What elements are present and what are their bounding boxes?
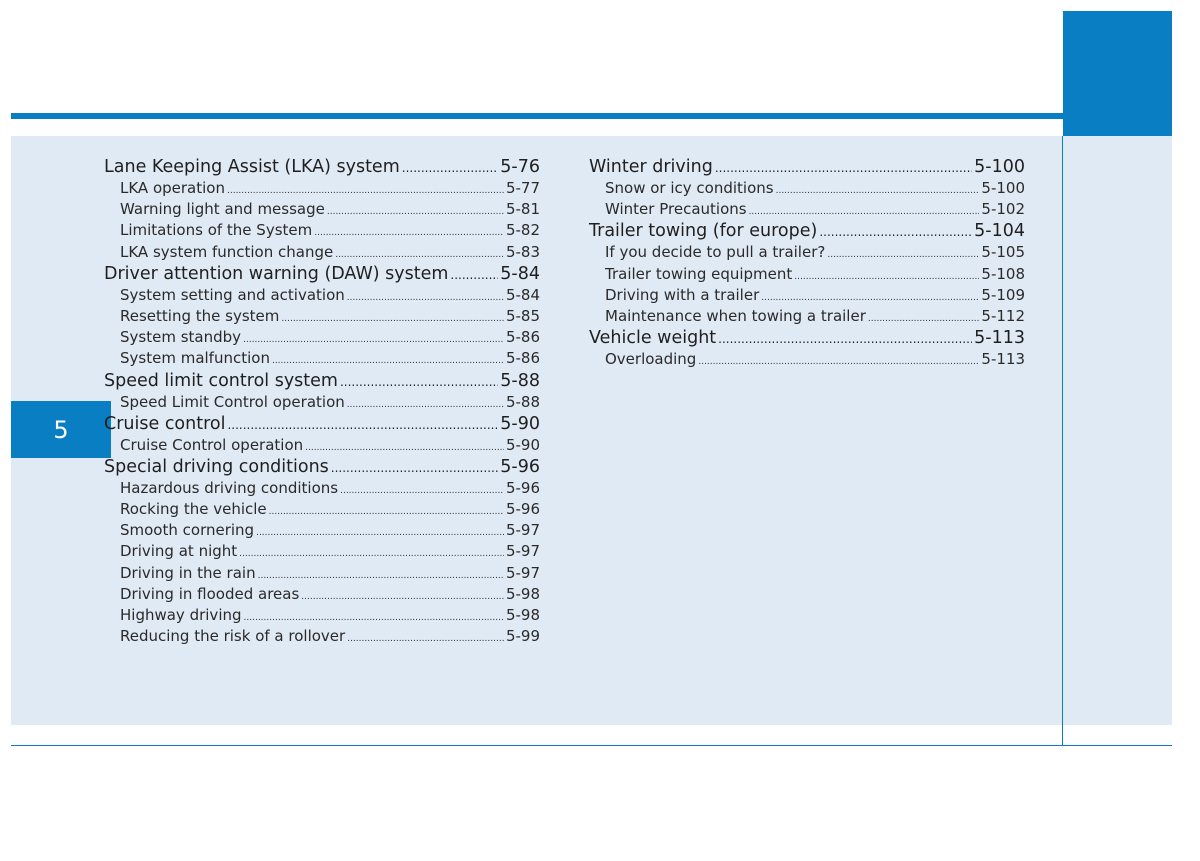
toc-entry-title: Reducing the risk of a rollover: [120, 627, 346, 646]
toc-entry-page: 5-86: [505, 349, 540, 368]
dot-leader: [340, 371, 498, 393]
toc-subsection-entry[interactable]: [104, 499, 540, 520]
toc-subsection-entry[interactable]: [104, 626, 540, 647]
toc-entry-title: Driving in flooded areas: [120, 584, 300, 603]
dot-leader: [347, 629, 504, 650]
toc-subsection-entry[interactable]: [104, 220, 540, 241]
toc-subsection-entry[interactable]: [589, 306, 1025, 327]
toc-entry-title: Smooth cornering: [120, 521, 255, 540]
toc-entry-title: Snow or icy conditions: [605, 179, 774, 197]
toc-entry-title: System standby: [120, 328, 242, 347]
header-rule: [11, 113, 1063, 119]
toc-entry-title: Rocking the vehicle: [120, 500, 267, 519]
toc-subsection-entry[interactable]: [104, 306, 540, 327]
toc-entry-page: 5-99: [505, 627, 540, 646]
toc-subsection-entry[interactable]: [589, 285, 1025, 306]
dot-leader: [347, 288, 504, 309]
toc-entry-title: Speed Limit Control operation: [120, 392, 345, 411]
toc-entry-page: 5-96: [505, 500, 540, 519]
toc-entry-title: Cruise control: [104, 413, 226, 434]
toc-entry-title: Hazardous driving conditions: [120, 478, 339, 497]
toc-entry-title: Driving in the rain: [120, 563, 256, 582]
dot-leader: [718, 328, 972, 350]
toc-subsection-entry[interactable]: [589, 178, 1025, 199]
dot-leader: [269, 502, 504, 523]
toc-entry-title: Trailer towing (for europe): [589, 221, 818, 242]
toc-entry-page: 5-97: [505, 521, 540, 540]
toc-entry-page: 5-85: [505, 306, 540, 325]
toc-entry-page: 5-96: [505, 478, 540, 497]
toc-entry-page: 5-88: [505, 392, 540, 411]
dot-leader: [402, 157, 499, 179]
toc-section-entry[interactable]: [104, 456, 540, 478]
toc-entry-title: Trailer towing equipment: [605, 264, 793, 283]
footer-rule: [11, 745, 1172, 746]
toc-entry-title: Winter Precautions: [605, 200, 747, 219]
toc-subsection-entry[interactable]: [589, 199, 1025, 220]
toc-entry-page: 5-86: [505, 328, 540, 347]
toc-subsection-entry[interactable]: [104, 520, 540, 541]
toc-section-entry[interactable]: [589, 156, 1025, 178]
toc-subsection-entry[interactable]: [104, 178, 540, 199]
chapter-tab[interactable]: 5: [11, 401, 111, 458]
toc-entry-title: LKA system function change: [120, 242, 334, 261]
toc-entry-page: 5-81: [505, 200, 540, 219]
dot-leader: [819, 221, 972, 243]
toc-subsection-entry[interactable]: [589, 264, 1025, 285]
toc-subsection-entry[interactable]: [104, 242, 540, 263]
dot-leader: [239, 544, 504, 565]
toc-entry-page: 5-113: [981, 350, 1025, 369]
chapter-corner-block: [1063, 11, 1172, 136]
toc-subsection-entry[interactable]: [104, 563, 540, 584]
toc-entry-page: 5-84: [505, 285, 540, 304]
toc-entry-title: Cruise Control operation: [120, 435, 304, 454]
toc-entry-title: Driver attention warning (DAW) system: [104, 263, 449, 284]
toc-subsection-entry[interactable]: [104, 392, 540, 413]
toc-entry-title: Maintenance when towing a trailer: [605, 306, 866, 325]
toc-subsection-entry[interactable]: [589, 349, 1025, 370]
dot-leader: [340, 481, 504, 502]
dot-leader: [314, 223, 504, 244]
toc-entry-title: Driving at night: [120, 542, 238, 561]
toc-entry-page: 5-104: [974, 221, 1025, 242]
toc-subsection-entry[interactable]: [104, 584, 540, 605]
toc-entry-title: System setting and activation: [120, 285, 345, 304]
dot-leader: [450, 264, 498, 286]
dot-leader: [327, 202, 504, 223]
toc-entry-title: Speed limit control system: [104, 370, 338, 391]
toc-entry-title: Highway driving: [120, 606, 242, 624]
dot-leader: [715, 157, 972, 179]
toc-subsection-entry[interactable]: [104, 199, 540, 220]
toc-subsection-entry[interactable]: [104, 285, 540, 306]
toc-entry-page: 5-90: [505, 435, 540, 454]
toc-subsection-entry[interactable]: [589, 242, 1025, 263]
toc-entry-page: 5-84: [500, 263, 540, 284]
toc-entry-title: Limitations of the System: [120, 221, 313, 240]
toc-entry-page: 5-112: [981, 306, 1025, 325]
toc-entry-page: 5-76: [500, 157, 540, 177]
toc-right-column: [589, 156, 1025, 370]
dot-leader: [227, 414, 498, 436]
toc-entry-page: 5-102: [981, 200, 1025, 219]
toc-subsection-entry[interactable]: [104, 348, 540, 369]
dot-leader: [305, 438, 504, 459]
toc-section-entry[interactable]: [589, 220, 1025, 242]
margin-divider: [1062, 136, 1063, 746]
toc-subsection-entry[interactable]: [104, 327, 540, 348]
toc-entry-title: Winter driving: [589, 157, 713, 177]
toc-entry-page: 5-77: [505, 179, 540, 197]
toc-entry-page: 5-97: [505, 542, 540, 561]
toc-entry-page: 5-98: [505, 606, 540, 624]
toc-entry-page: 5-98: [505, 584, 540, 603]
toc-left-column: [104, 156, 540, 647]
dot-leader: [243, 330, 504, 351]
toc-section-entry[interactable]: [104, 370, 540, 392]
toc-entry-page: 5-96: [500, 456, 540, 477]
toc-section-entry[interactable]: [589, 327, 1025, 349]
toc-entry-title: Warning light and message: [120, 200, 325, 219]
dot-leader: [868, 309, 980, 330]
toc-entry-title: System malfunction: [120, 349, 270, 368]
toc-entry-page: 5-97: [505, 563, 540, 582]
toc-entry-title: Overloading: [605, 350, 697, 369]
toc-entry-title: LKA operation: [120, 179, 225, 197]
toc-entry-title: If you decide to pull a trailer?: [605, 243, 826, 262]
toc-entry-title: Special driving conditions: [104, 456, 329, 477]
toc-section-entry[interactable]: [104, 263, 540, 285]
dot-leader: [301, 587, 504, 608]
toc-entry-page: 5-108: [981, 264, 1025, 283]
toc-subsection-entry[interactable]: [104, 605, 540, 626]
toc-entry-page: 5-82: [505, 221, 540, 240]
dot-leader: [698, 352, 979, 373]
toc-entry-title: Lane Keeping Assist (LKA) system: [104, 157, 400, 177]
toc-entry-title: Resetting the system: [120, 306, 280, 325]
toc-entry-page: 5-88: [500, 370, 540, 391]
toc-section-entry[interactable]: [104, 413, 540, 435]
toc-entry-page: 5-100: [981, 179, 1025, 197]
toc-subsection-entry[interactable]: [104, 478, 540, 499]
toc-entry-page: 5-90: [500, 413, 540, 434]
dot-leader: [347, 395, 504, 416]
toc-subsection-entry[interactable]: [104, 541, 540, 562]
toc-entry-page: 5-109: [981, 285, 1025, 304]
toc-entry-page: 5-83: [505, 242, 540, 261]
toc-subsection-entry[interactable]: [104, 435, 540, 456]
dot-leader: [331, 457, 498, 479]
toc-section-entry[interactable]: [104, 156, 540, 178]
toc-entry-title: Vehicle weight: [589, 328, 717, 349]
toc-entry-page: 5-113: [974, 328, 1025, 349]
dot-leader: [256, 523, 504, 544]
toc-entry-page: 5-105: [981, 243, 1025, 262]
toc-entry-title: Driving with a trailer: [605, 285, 760, 304]
dot-leader: [827, 245, 979, 266]
dot-leader: [281, 309, 504, 330]
toc-entry-page: 5-100: [974, 157, 1025, 177]
dot-leader: [794, 267, 979, 288]
dot-leader: [776, 181, 980, 202]
